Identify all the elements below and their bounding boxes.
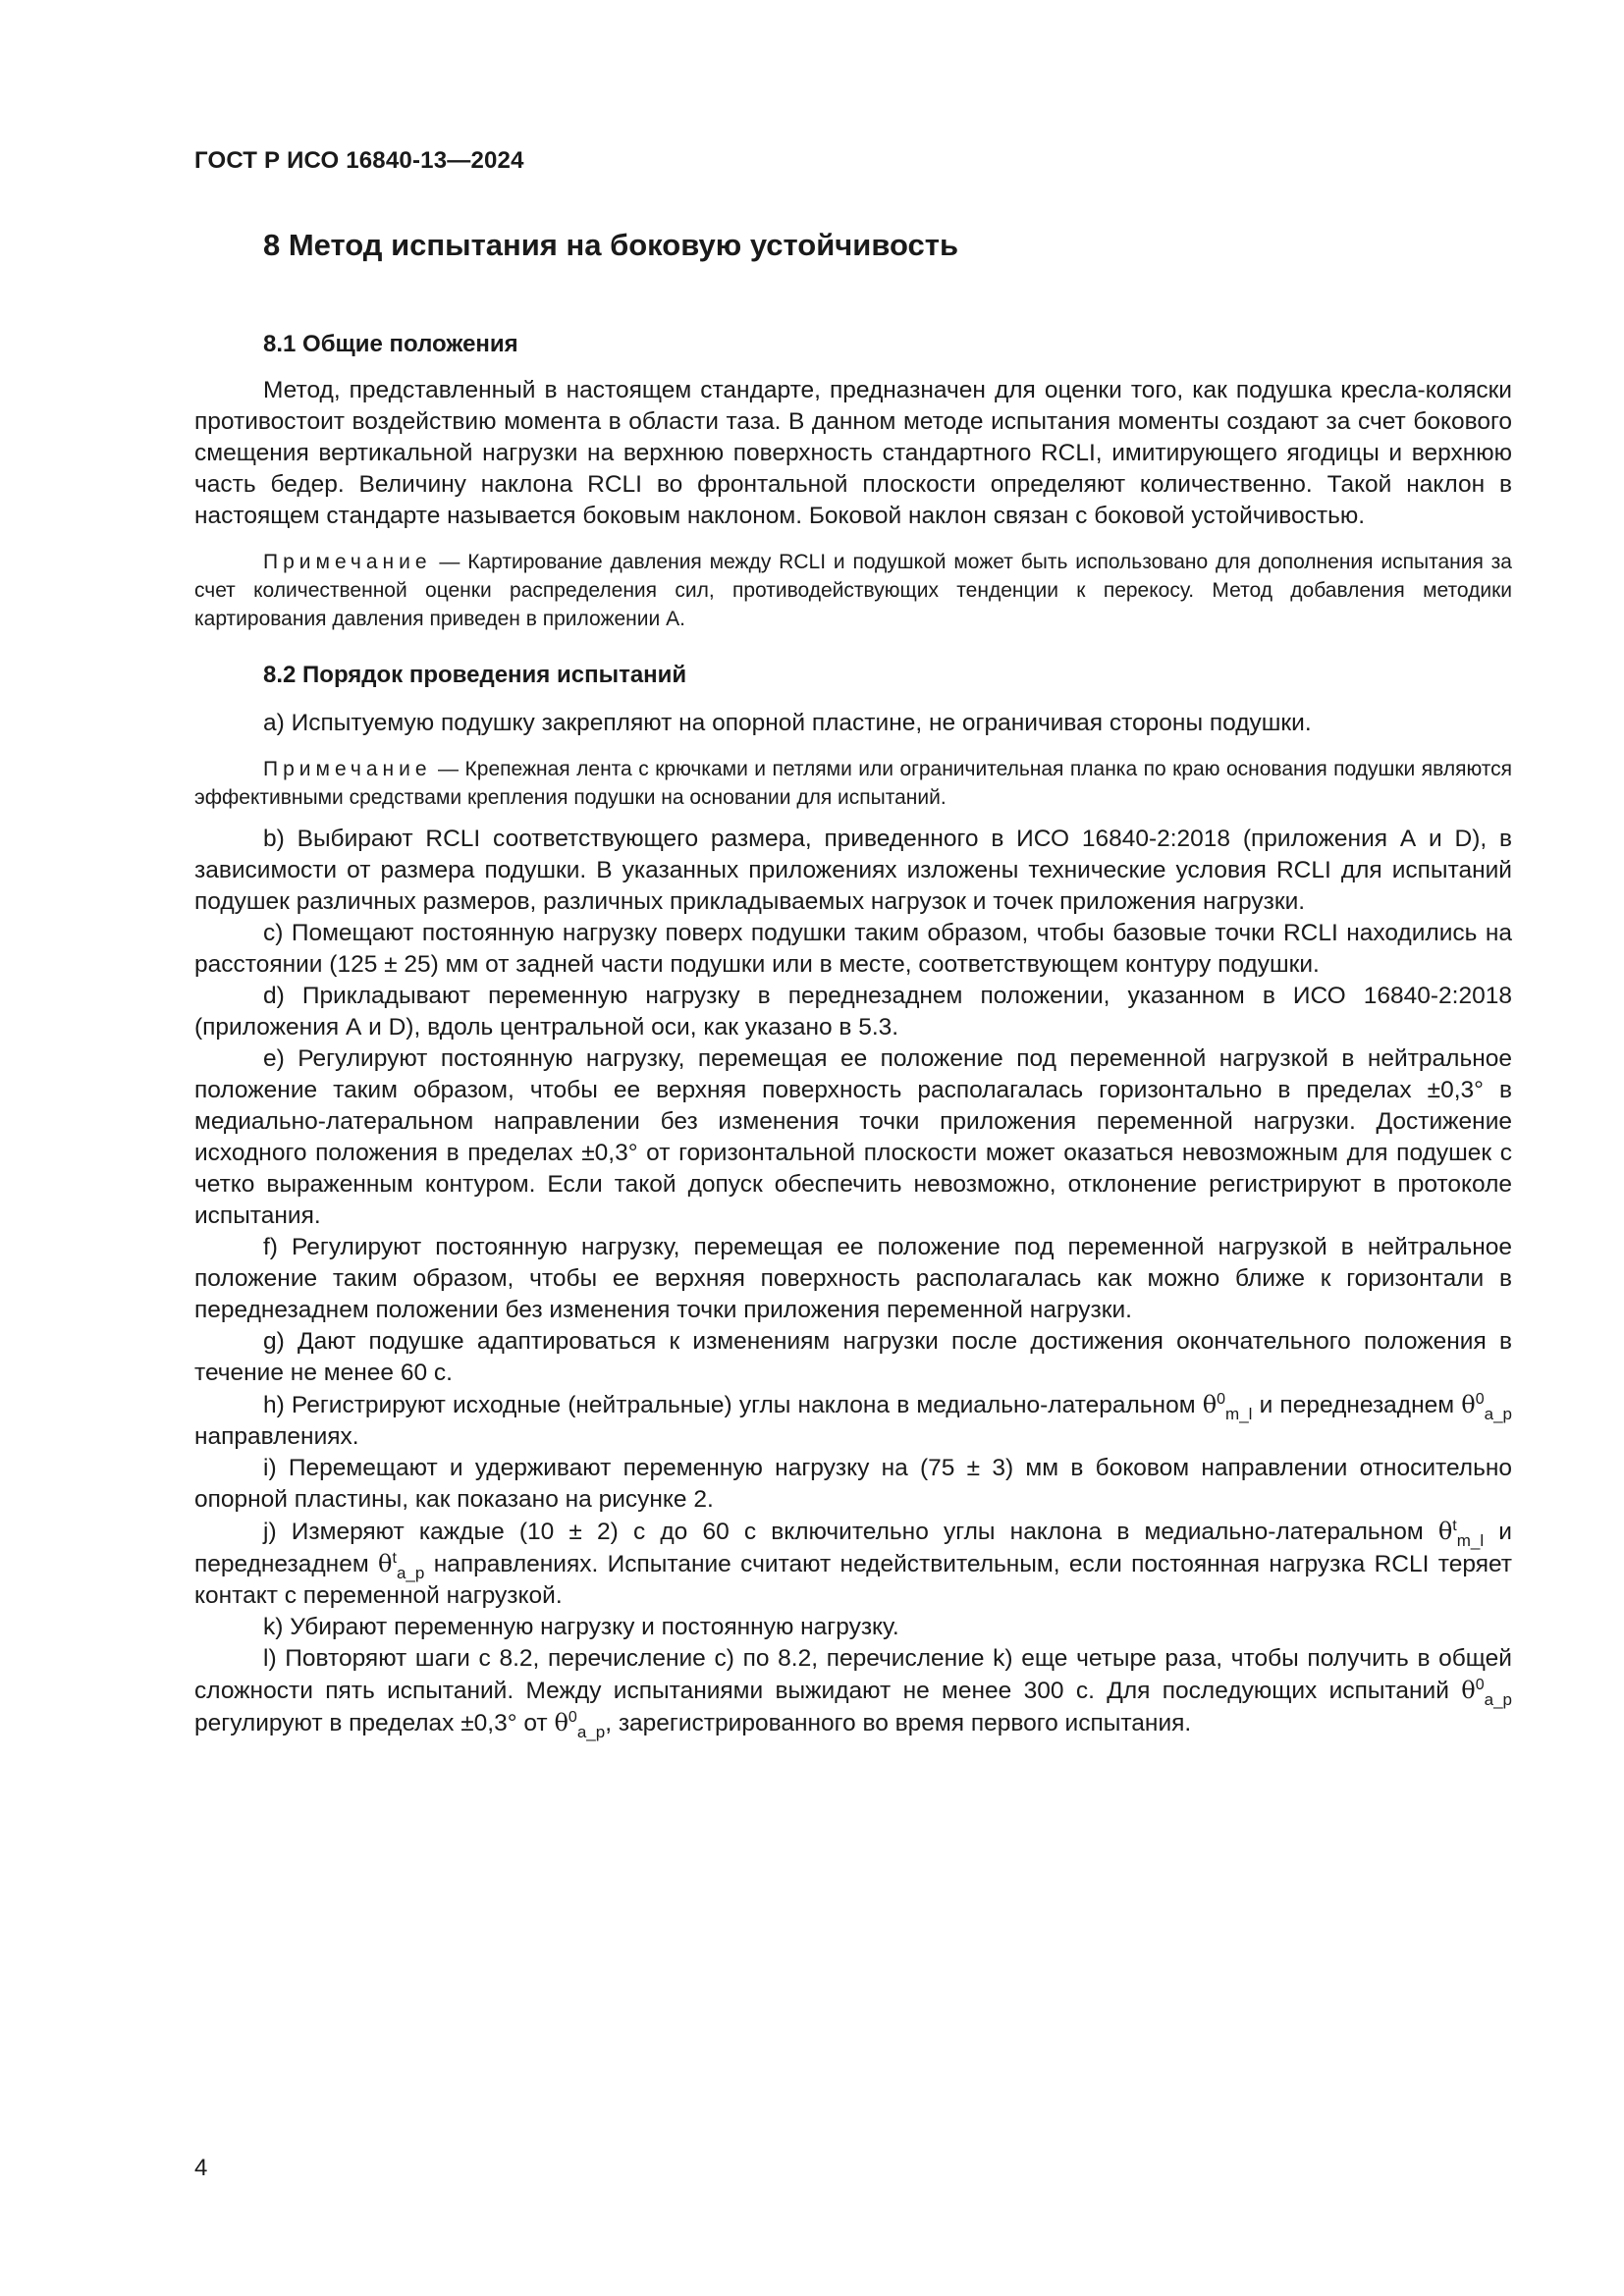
subsection-8-2-title: 8.2 Порядок проведения испытаний xyxy=(263,662,687,688)
list-item-d: d) Прикладывают переменную нагрузку в переднезаднем положении, указанном в ИСО 16840-2:2018 (приложения А и D), вдоль центральной оси, как указано в 5.3. xyxy=(194,983,1512,1041)
theta-symbol: θ xyxy=(1437,1518,1453,1545)
note-text: — Крепежная лента с крючками и петлями или ограничительная планка по краю основания подушки являются эффективными средствами крепления подушки на основании для испытаний. xyxy=(194,758,1512,809)
list-item-c: c) Помещают постоянную нагрузку поверх подушки таким образом, чтобы базовые точки RCLI находились на расстоянии (125 ± 25) мм от задней части подушки или в месте, соответствующем контуру подушки. xyxy=(194,920,1512,978)
subscript: a_p xyxy=(1484,1405,1512,1423)
section-8-title: 8 Метод испытания на боковую устойчивость xyxy=(263,228,959,262)
subscript: m_l xyxy=(1456,1531,1485,1550)
superscript: 0 xyxy=(1475,1391,1485,1408)
list-item-j xyxy=(194,1516,1512,1612)
theta-symbol: θ xyxy=(1461,1677,1476,1704)
list-item-f: f) Регулируют постоянную нагрузку, перемещая ее положение под переменной нагрузкой в нейтральное положение таким образом, чтобы ее верхняя поверхность располагалась как можно ближе к горизонтали в переднезаднем положении без изменения точки приложения переменной нагрузки. xyxy=(194,1234,1512,1323)
list-item-g: g) Дают подушке адаптироваться к изменениям нагрузки после достижения окончательного положения в течение не менее 60 с. xyxy=(194,1328,1512,1386)
superscript: 0 xyxy=(568,1709,577,1726)
subscript: m_l xyxy=(1225,1405,1253,1423)
list-item-e: e) Регулируют постоянную нагрузку, перемещая ее положение под переменной нагрузкой в нейтральное положение таким образом, чтобы ее верхняя поверхность располагалась горизонтально в пределах ±0,3° в медиально-латеральном направлении без изменения точки приложения переменной нагрузки. Достижение исходного положения в пределах ±0,3° от горизонтальной плоскости может оказаться невозможным для подушек с четко выраженным контуром. Если такой допуск обеспечить невозможно, отклонение регистрируют в протоколе испытания. xyxy=(194,1045,1512,1229)
theta-symbol: θ xyxy=(554,1709,568,1736)
text-run: , зарегистрированного во время первого испытания. xyxy=(605,1710,1192,1736)
page-number: 4 xyxy=(194,2155,208,2181)
list-item-b: b) Выбирают RCLI соответствующего размера, приведенного в ИСО 16840-2:2018 (приложения А и D), в зависимости от размера подушки. В указанных приложениях изложены технические условия RCLI для испытаний подушек различных размеров, различных прикладываемых нагрузок и точек приложения нагрузки. xyxy=(194,826,1512,915)
text-run: и переднезаднем xyxy=(1252,1392,1462,1418)
note-8-1 xyxy=(194,548,1512,633)
subscript: a_p xyxy=(576,1723,606,1741)
theta-symbol: θ xyxy=(1202,1391,1218,1418)
list-item-l xyxy=(194,1643,1512,1739)
text-run: l) Повторяют шаги с 8.2, перечисление с) по 8.2, перечисление k) еще четыре раза, чтобы получить в общей сложности пять испытаний. Между испытаниями выжидают не менее 300 с. Для последующих испытаний xyxy=(194,1645,1512,1704)
text-run: h) Регистрируют исходные (нейтральные) углы наклона в медиально-латеральном xyxy=(263,1392,1203,1418)
note-label: Примечание xyxy=(263,758,432,780)
note-8-2 xyxy=(194,755,1512,812)
subscript: a_p xyxy=(396,1564,425,1582)
note-text: — Картирование давления между RCLI и подушкой может быть использовано для дополнения испытания за счет количественной оценки распределения сил, противодействующих тенденции к перекосу. Метод добавления методики картирования давления приведен в приложении А. xyxy=(194,551,1512,630)
document-body xyxy=(194,224,1512,1739)
superscript: 0 xyxy=(1475,1677,1485,1693)
superscript: t xyxy=(1452,1518,1457,1534)
standard-header: ГОСТ Р ИСО 16840-13—2024 xyxy=(194,147,524,174)
subsection-8-1-title: 8.1 Общие положения xyxy=(263,331,518,357)
text-run: j) Измеряют каждые (10 ± 2) с до 60 с включительно углы наклона в медиально-латеральном xyxy=(263,1519,1438,1545)
theta-symbol: θ xyxy=(1461,1391,1476,1418)
list-item-k: k) Убирают переменную нагрузку и постоянную нагрузку. xyxy=(263,1614,899,1640)
text-run: регулируют в пределах ±0,3° от xyxy=(194,1710,555,1736)
list-item-a: a) Испытуемую подушку закрепляют на опорной пластине, не ограничивая стороны подушки. xyxy=(263,710,1312,736)
text-run: направлениях. xyxy=(194,1423,359,1450)
text-run: направлениях. Испытание считают недействительным, если постоянная нагрузка RCLI теряет контакт с переменной нагрузкой. xyxy=(194,1551,1513,1609)
subscript: a_p xyxy=(1484,1690,1512,1709)
text-run: и переднезаднем xyxy=(194,1519,1512,1577)
paragraph-8-1: Метод, представленный в настоящем стандарте, предназначен для оценки того, как подушка кресла-коляски противостоит воздействию момента в области таза. В данном методе испытания моменты создают за счет бокового смещения вертикальной нагрузки на верхнюю поверхность стандартного RCLI, имитирующего ягодицы и верхнюю часть бедер. Величину наклона RCLI во фронтальной плоскости определяют количественно. Такой наклон в настоящем стандарте называется боковым наклоном. Боковой наклон связан с боковой устойчивостью. xyxy=(194,377,1512,529)
superscript: t xyxy=(392,1550,397,1567)
note-label: Примечание xyxy=(263,551,432,573)
list-item-h xyxy=(194,1389,1512,1453)
superscript: 0 xyxy=(1217,1391,1226,1408)
list-item-i: i) Перемещают и удерживают переменную нагрузку на (75 ± 3) мм в боковом направлении относительно опорной пластины, как показано на рисунке 2. xyxy=(194,1455,1512,1513)
theta-symbol: θ xyxy=(378,1550,393,1577)
